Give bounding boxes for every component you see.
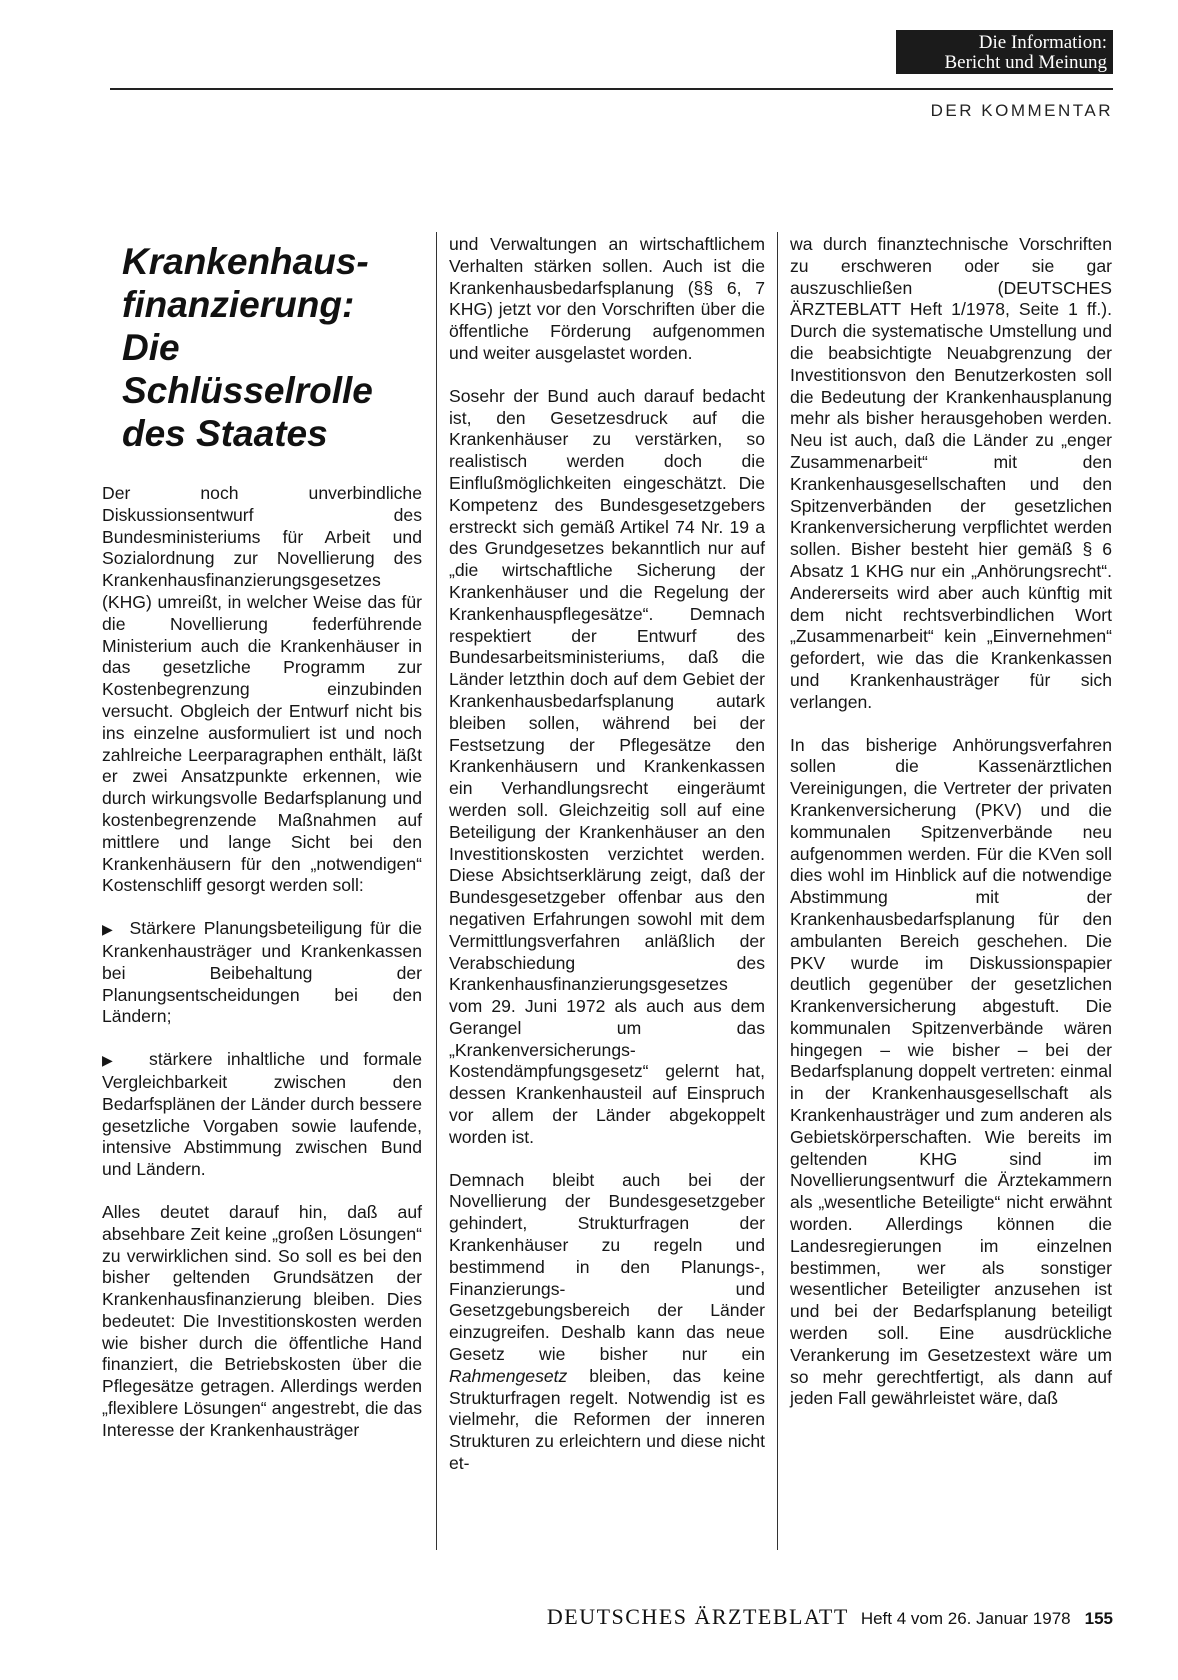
page-number: 155 — [1084, 1609, 1113, 1628]
paragraph: In das bisherige Anhörungsverfahren sollen die Kassenärztlichen Vereinigungen, die Vertreter der privaten Krankenversicherung (PKV) und die kommunalen Spitzenverbände neu aufgenommen werden. Für die KVen soll dies wohl im Hinblick auf die notwendige Abstimmung mit der Krankenhausbedarfsplanung für den ambulanten Bereich geschehen. Die PKV wurde im Diskussionspapier deutlich gegenüber der gesetzlichen Krankenversicherung abgestuft. Die kommunalen Spitzenverbände wären hingegen – wie bisher – bei der Bedarfsplanung doppelt vertreten: einmal in der Krankenhausgesellschaft als Krankenhausträger und zum anderen als Gebietskörperschaften. Wie bereits im geltenden KHG sind im Novellierungsentwurf die Ärztekammern als „wesentliche Beteiligte“ nicht erwähnt worden. Allerdings können die Landesregierungen im einzelnen bestimmen, wer als sonstiger wesentlicher Beteiligter anzusehen ist und bei der Bedarfsplanung beteiligt werden soll. Eine ausdrückliche Verankerung im Gesetzestext wäre um so mehr gerechtfertigt, als dann auf jeden Fall gewährleistet wäre, daß — [790, 734, 1112, 1409]
text-run: Demnach bleibt auch bei der Novellierung der Bundesgesetzgeber gehindert, Strukturfragen der Krankenhäuser zu regeln und bestimmend in den Planungs-, Finanzierungs- und Gesetzgebungsbereich der Länder einzugreifen. Deshalb kann das neue Gesetz wie bisher nur ein — [449, 1169, 765, 1365]
section-badge — [896, 30, 1113, 74]
bullet-item: ▶ stärkere inhaltliche und formale Vergleichbarkeit zwischen den Bedarfsplänen der Länder durch bessere gesetzliche Vorgaben sowie laufende, intensive Abstimmung zwischen Bund und Ländern. — [102, 1049, 422, 1181]
article-column-2 — [449, 234, 765, 1475]
headline-line: Die — [122, 327, 180, 368]
paragraph: wa durch finanztechnische Vorschriften zu erschweren oder sie gar auszuschließen (DEUTSCHES ÄRZTEBLATT Heft 1/1978, Seite 1 ff.). Durch die systematische Umstellung und die beabsichtigte Neuabgrenzung der Investitionsvon den Benutzerkosten soll die Bedeutung der Krankenhausplanung mehr als bisher herausgehoben werden. Neu ist auch, daß die Länder zu „enger Zusammenarbeit“ mit den Krankenhausgesellschaften und den Spitzenverbänden der gesetzlichen Krankenversicherung verpflichtet werden sollen. Bisher besteht hier gemäß § 6 Absatz 1 KHG nur ein „Anhörungsrecht“. Andererseits wird aber auch künftig mit dem nicht rechtsverbindlichen Wort „Zusammenarbeit“ kein „Einvernehmen“ gefordert, wie das die Krankenkassen und Krankenhausträger für sich verlangen. — [790, 234, 1112, 712]
headline-line: Schlüsselrolle — [122, 370, 373, 411]
page-footer — [547, 1604, 1113, 1630]
header-rule — [110, 88, 1113, 90]
paragraph — [449, 1170, 765, 1475]
badge-line-2: Bericht und Meinung — [944, 52, 1107, 73]
article-column-1 — [102, 483, 422, 1442]
paragraph: Alles deutet darauf hin, daß auf absehbare Zeit keine „großen Lösungen“ zu verwirklichen sind. So soll es bei den bisher geltenden Grundsätzen der Krankenhausfinanzierung bleiben. Dies bedeutet: Die Investitionskosten werden wie bisher durch die öffentliche Hand finanziert, die Betriebskosten über die Pflegesätze getragen. Allerdings werden „flexiblere Lösungen“ angestrebt, die das Interesse der Krankenhausträger — [102, 1201, 422, 1440]
bullet-item: ▶ Stärkere Planungsbeteiligung für die Krankenhausträger und Krankenkassen bei Beibehaltung der Planungsentscheidungen bei den Ländern; — [102, 918, 422, 1028]
column-divider — [436, 232, 437, 1550]
article-headline — [122, 240, 422, 455]
badge-line-1: Die Information: — [978, 32, 1107, 53]
section-label: DER KOMMENTAR — [930, 101, 1113, 120]
issue-info: Heft 4 vom 26. Januar 1978 — [860, 1609, 1071, 1628]
article-column-3 — [790, 234, 1112, 1410]
emphasis: Rahmengesetz — [449, 1365, 568, 1386]
text-run: bleiben, das keine Strukturfragen regelt. Notwendig ist es vielmehr, die Reformen der inneren Strukturen zu erleichtern und diese nicht et- — [449, 1365, 765, 1474]
paragraph: und Verwaltungen an wirtschaftlichem Verhalten stärken sollen. Auch ist die Krankenhausbedarfsplanung (§§ 6, 7 KHG) jetzt vor den Vorschriften über die öffentliche Förderung aufgenommen und weiter ausgelastet worden. — [449, 234, 765, 363]
headline-line: Krankenhaus- — [122, 241, 369, 282]
paragraph: Sosehr der Bund auch darauf bedacht ist, den Gesetzesdruck auf die Krankenhäuser zu verstärken, so realistisch werden doch die Einflußmöglichkeiten eingeschätzt. Die Kompetenz des Bundesgesetzgebers erstreckt sich gemäß Artikel 74 Nr. 19 a des Grundgesetzes bekanntlich nur auf „die wirtschaftliche Sicherung der Krankenhäuser und die Regelung der Krankenhauspflegesätze“. Demnach respektiert der Entwurf des Bundesarbeitsministeriums, daß die Länder letzthin doch auf dem Gebiet der Krankenhausbedarfsplanung autark bleiben sollen, während bei der Festsetzung der Pflegesätze den Krankenhäusern und Krankenkassen ein Verhandlungsrecht eingeräumt werden soll. Gleichzeitig soll auf eine Beteiligung der Krankenhäuser an den Investitionskosten verzichtet werden. Diese Absichtserklärung zeigt, daß der Bundesgesetzgeber offenbar aus den negativen Erfahrungen sowohl mit dem Vermittlungsverfahren anläßlich der Verabschiedung des Krankenhausfinanzierungsgesetzes vom 29. Juni 1972 als auch aus dem Gerangel um das „Krankenversicherungs-Kostendämpfungsgesetz“ gelernt hat, dessen Krankenhausteil auf Einspruch vor allem der Länder abgekoppelt worden ist. — [449, 385, 765, 1147]
journal-name: DEUTSCHES ÄRZTEBLATT — [546, 1604, 849, 1629]
paragraph: Der noch unverbindliche Diskussionsentwurf des Bundesministeriums für Arbeit und Sozialordnung zur Novellierung des Krankenhausfinanzierungsgesetzes (KHG) umreißt, in welcher Weise das für die Novellierung federführende Ministerium auch die Krankenhäuser in das gesetzliche Programm zur Kostenbegrenzung einzubinden versucht. Obgleich der Entwurf nicht bis ins einzelne ausformuliert ist und noch zahlreiche Leerparagraphen enthält, läßt er zwei Ansatzpunkte erkennen, wie durch wirkungsvolle Bedarfsplanung und kostenbegrenzende Maßnahmen auf mittlere und lange Sicht bei den Krankenhäusern für den „notwendigen“ Kostenschliff gesorgt werden soll: — [102, 483, 422, 896]
column-divider — [777, 232, 778, 1550]
headline-line: finanzierung: — [122, 284, 355, 325]
headline-line: des Staates — [122, 413, 328, 454]
